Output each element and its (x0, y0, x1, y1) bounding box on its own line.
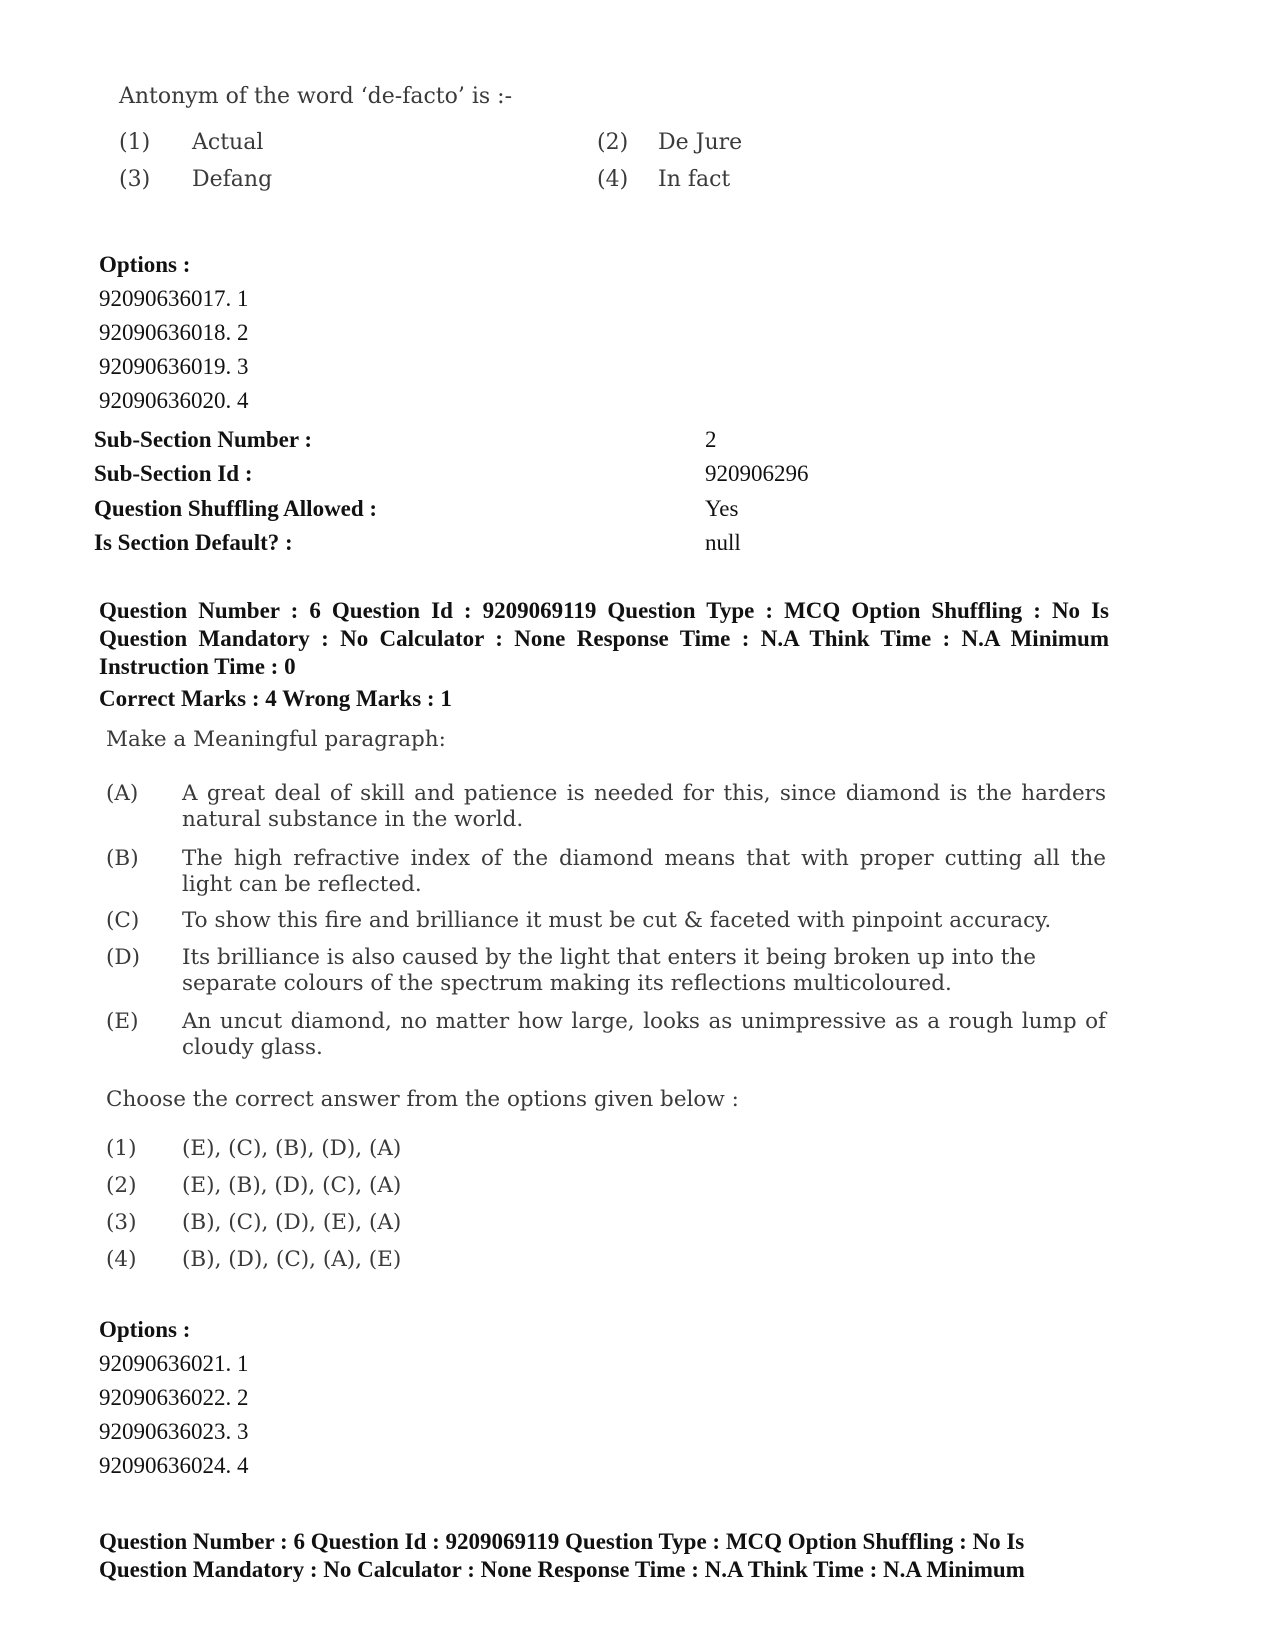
sentence-letter: (C) (106, 908, 140, 933)
choice-number: (4) (597, 167, 629, 192)
choice-text: In fact (658, 167, 731, 192)
subsection-value: null (705, 529, 741, 555)
choice-number: (3) (106, 1210, 137, 1235)
question-2-instruction: Choose the correct answer from the options given below : (106, 1087, 739, 1112)
choice-number: (3) (119, 167, 151, 192)
subsection-value: Yes (705, 495, 739, 521)
sentence-letter: (D) (106, 945, 141, 970)
subsection-label: Sub-Section Id : (94, 461, 253, 487)
sentence-text: A great deal of skill and patience is needed for this, since diamond is the harders natural substance in the world. (182, 781, 1106, 832)
sentence-letter: (E) (106, 1009, 139, 1034)
choice-number: (2) (597, 130, 629, 155)
subsection-label: Is Section Default? : (94, 529, 293, 555)
option-item: 92090636023. 3 (99, 1419, 249, 1444)
option-item: 92090636024. 4 (99, 1453, 249, 1478)
choice-text: De Jure (658, 130, 743, 155)
choice-number: (1) (106, 1136, 137, 1161)
question-2-options (99, 1313, 249, 1483)
question-2-stem: Make a Meaningful paragraph: (106, 727, 446, 752)
question-1-options (99, 248, 249, 418)
subsection-label: Sub-Section Number : (94, 427, 313, 452)
question-3-header-line: Question Number : 6 Question Id : 9209069119 Question Type : MCQ Option Shuffling : No Is (99, 1529, 1025, 1554)
option-item: 92090636021. 1 (99, 1351, 249, 1376)
choice-text: (B), (D), (C), (A), (E) (182, 1247, 402, 1272)
sentence-letter: (B) (106, 846, 139, 871)
question-3-header (99, 1528, 1109, 1584)
sentence-text: An uncut diamond, no matter how large, looks as unimpressive as a rough lump of cloudy glass. (182, 1009, 1106, 1060)
options-title: Options : (99, 252, 191, 277)
choice-number: (4) (106, 1247, 137, 1272)
option-item: 92090636018. 2 (99, 320, 249, 345)
option-item: 92090636017. 1 (99, 286, 249, 311)
choice-number: (2) (106, 1173, 137, 1198)
choice-text: (E), (C), (B), (D), (A) (182, 1136, 402, 1161)
choice-text: (B), (C), (D), (E), (A) (182, 1210, 402, 1235)
question-3-header-line: Question Mandatory : No Calculator : None Response Time : N.A Think Time : N.A Minimum (99, 1557, 1025, 1582)
sentence-text: Its brilliance is also caused by the light that enters it being broken up into the separate colours of the spectrum making its reflections multicoloured. (182, 945, 1036, 996)
option-item: 92090636020. 4 (99, 388, 249, 413)
question-2-marks: Correct Marks : 4 Wrong Marks : 1 (99, 686, 452, 711)
subsection-value: 2 (705, 427, 717, 452)
subsection-value: 920906296 (705, 461, 809, 487)
question-1-stem: Antonym of the word ‘de-facto’ is :- (119, 84, 513, 109)
option-item: 92090636022. 2 (99, 1385, 249, 1410)
option-item: 92090636019. 3 (99, 354, 249, 379)
options-title: Options : (99, 1317, 191, 1342)
subsection-label: Question Shuffling Allowed : (94, 495, 378, 521)
question-2-header: Question Number : 6 Question Id : 9209069119 Question Type : MCQ Option Shuffling : No Is Question Mandatory : No Calculator : None Response Time : N.A Think Time : N.A Minimum Instruction Time : 0 (99, 598, 1109, 679)
choice-number: (1) (119, 130, 151, 155)
choice-text: Actual (192, 130, 264, 155)
sentence-text: To show this fire and brilliance it must be cut & faceted with pinpoint accuracy. (182, 908, 1052, 933)
choice-text: Defang (192, 167, 273, 192)
sentence-letter: (A) (106, 781, 139, 806)
choice-text: (E), (B), (D), (C), (A) (182, 1173, 402, 1198)
sentence-text: The high refractive index of the diamond means that with proper cutting all the light can be reflected. (182, 846, 1106, 897)
